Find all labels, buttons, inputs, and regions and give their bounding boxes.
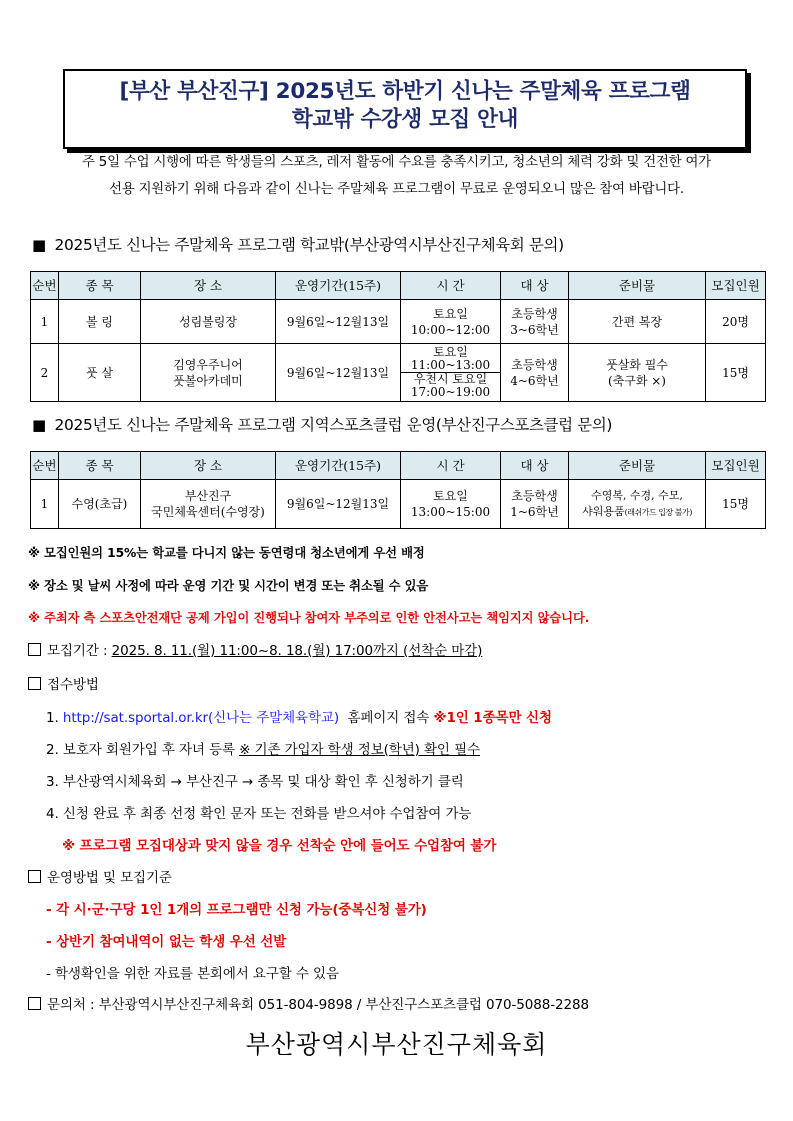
header-target: 대 상: [501, 452, 569, 480]
cell-place-line2: 국민체육센터(수영장): [151, 505, 265, 519]
apply-warning: ※ 프로그램 모집대상과 맞지 않을 경우 선착순 안에 들어도 수업참여 불가: [62, 838, 497, 854]
note-insurance: ※ 주최자 측 스포츠안전재단 공제 가입이 진행되나 참여자 부주의로 인한 안전사고는 책임지지 않습니다.: [28, 611, 590, 625]
cell-sport: 볼 링: [59, 300, 141, 344]
cell-items: [569, 344, 706, 402]
apply-step-1-text: 홈페이지 접속: [347, 710, 430, 726]
program-table-2: [30, 451, 766, 529]
apply-step-4: 4. 신청 완료 후 최종 선정 확인 문자 또는 전화를 받으셔야 수업참여 가능: [46, 806, 472, 822]
cell-time-day: 토요일: [433, 345, 468, 359]
cell-place: 성림볼링장: [141, 300, 276, 344]
cell-period: 9월6일~12월13일: [276, 344, 401, 402]
title-box: [63, 69, 747, 149]
recruit-period: [28, 639, 482, 659]
page-title-line1: [부산 부산진구] 2025년도 하반기 신나는 주말체육 프로그램: [119, 79, 691, 104]
cell-period: 9월6일~12월13일: [276, 480, 401, 529]
cell-target: [501, 480, 569, 529]
operation-label: 운영방법 및 모집기준: [47, 870, 172, 886]
intro-line2: 선용 지원하기 위해 다음과 같이 신나는 주말체육 프로그램이 무료로 운영되오니 많은 참여 바랍니다.: [109, 182, 684, 197]
cell-target: [501, 344, 569, 402]
cell-items-line2: (축구화 ×): [607, 373, 666, 388]
note-schedule-change: ※ 장소 및 날씨 사정에 따라 운영 기간 및 시간이 변경 또는 취소될 수 있음: [28, 579, 429, 593]
table2-header-row: [31, 452, 766, 480]
operation-heading: [28, 866, 172, 886]
header-no: 순번: [31, 272, 59, 300]
apply-step-1-warning: ※1인 1종목만 신청: [433, 710, 552, 726]
apply-step-2-note: ※ 기존 가입자 학생 정보(학년) 확인 필수: [239, 742, 480, 758]
homepage-link-name[interactable]: (신나는 주말체육학교): [208, 710, 339, 726]
contact-text: 문의처 : 부산광역시부산진구체육회 051-804-9898 / 부산진구스포츠클럽 070-5088-2288: [47, 997, 589, 1013]
section1-heading: [32, 233, 564, 255]
header-sport: 종 목: [59, 272, 141, 300]
apply-step-2-text: 2. 보호자 회원가입 후 자녀 등록: [46, 742, 235, 758]
cell-time-hours: 10:00~12:00: [410, 322, 491, 337]
cell-sport: 수영(초급): [59, 480, 141, 529]
cell-place: [141, 480, 276, 529]
header-no: 순번: [31, 452, 59, 480]
header-items: 준비물: [569, 452, 706, 480]
square-bullet-icon: ■: [32, 236, 46, 254]
header-capacity: 모집인원: [706, 272, 766, 300]
header-sport: 종 목: [59, 452, 141, 480]
apply-step-1: [46, 706, 552, 726]
table-row: [31, 480, 766, 529]
apply-method-heading: [28, 673, 99, 693]
cell-items-shower: 샤워용품: [582, 504, 625, 518]
checkbox-square-icon: [28, 677, 41, 690]
program-table-1: [30, 271, 766, 402]
cell-time-rain-day: 우천시 토요일: [413, 372, 488, 386]
operation-rule-2: - 상반기 참여내역이 없는 학생 우선 선발: [46, 934, 287, 950]
cell-target-grade: 4~6학년: [510, 373, 559, 388]
cell-time: [401, 344, 501, 402]
table1-header-row: [31, 272, 766, 300]
header-time: 시 간: [401, 452, 501, 480]
cell-period: 9월6일~12월13일: [276, 300, 401, 344]
cell-target-school: 초등학생: [511, 306, 558, 321]
homepage-link[interactable]: http://sat.sportal.or.kr: [62, 710, 208, 726]
footer-organization: 부산광역시부산진구체육회: [245, 1030, 548, 1059]
recruit-label: 모집기간 :: [47, 643, 112, 659]
cell-capacity: 15명: [706, 480, 766, 529]
section2-heading: [32, 413, 612, 435]
header-capacity: 모집인원: [706, 452, 766, 480]
cell-no: 1: [31, 480, 59, 529]
cell-capacity: 15명: [706, 344, 766, 402]
cell-items: 간편 복장: [569, 300, 706, 344]
square-bullet-icon: ■: [32, 416, 46, 434]
cell-time: [401, 300, 501, 344]
cell-capacity: 20명: [706, 300, 766, 344]
cell-target-grade: 1~6학년: [510, 505, 559, 519]
table-row: [31, 344, 766, 402]
cell-items-line1: 풋살화 필수: [606, 357, 668, 372]
header-place: 장 소: [141, 452, 276, 480]
cell-time-day: 토요일: [433, 489, 468, 503]
operation-rule-3: - 학생확인을 위한 자료를 본회에서 요구할 수 있음: [46, 966, 339, 982]
cell-sport: 풋 살: [59, 344, 141, 402]
cell-target-grade: 3~6학년: [510, 322, 559, 337]
checkbox-square-icon: [28, 643, 41, 656]
operation-rule-1: - 각 시·군·구당 1인 1개의 프로그램만 신청 가능(중복신청 불가): [46, 902, 427, 918]
header-items: 준비물: [569, 272, 706, 300]
cell-target: [501, 300, 569, 344]
cell-items-rashguard-note: (래쉬가드 입장 불가): [624, 507, 692, 517]
cell-target-school: 초등학생: [511, 357, 558, 372]
note-priority: ※ 모집인원의 15%는 학교를 다니지 않는 동연령대 청소년에게 우선 배정: [28, 546, 425, 560]
cell-items-line2: [569, 504, 705, 521]
cell-no: 1: [31, 300, 59, 344]
header-period: 운영기간(15주): [276, 272, 401, 300]
cell-place: [141, 344, 276, 402]
intro-line1: 주 5일 수업 시행에 따른 학생들의 스포츠, 레저 활동에 수요를 충족시키고, 청소년의 체력 강화 및 건전한 여가: [82, 155, 711, 170]
cell-time-hours: 13:00~15:00: [410, 505, 491, 519]
apply-label: 접수방법: [47, 677, 99, 693]
cell-time: [401, 480, 501, 529]
cell-place-line2: 풋볼아카데미: [173, 373, 243, 388]
contact-info: [28, 993, 589, 1013]
checkbox-square-icon: [28, 997, 41, 1010]
cell-items: [569, 480, 706, 529]
cell-target-school: 초등학생: [511, 489, 558, 503]
header-target: 대 상: [501, 272, 569, 300]
recruit-dates: 2025. 8. 11.(월) 11:00~8. 18.(월) 17:00까지 (선착순 마감): [111, 643, 483, 659]
header-place: 장 소: [141, 272, 276, 300]
checkbox-square-icon: [28, 870, 41, 883]
cell-time-hours: 11:00~13:00: [410, 358, 491, 372]
cell-no: 2: [31, 344, 59, 402]
section1-heading-text: 2025년도 신나는 주말체육 프로그램 학교밖(부산광역시부산진구체육회 문의): [54, 236, 564, 254]
apply-step-1-number: 1.: [46, 710, 59, 726]
page-title-line2: 학교밖 수강생 모집 안내: [291, 107, 519, 132]
apply-step-3: 3. 부산광역시체육회 → 부산진구 → 종목 및 대상 확인 후 신청하기 클릭: [46, 774, 464, 790]
header-time: 시 간: [401, 272, 501, 300]
cell-place-line1: 김영우주니어: [173, 357, 243, 372]
apply-step-2: [46, 738, 480, 758]
cell-time-rain-hours: 17:00~19:00: [410, 385, 491, 399]
cell-items-line1: 수영복, 수경, 수모,: [591, 488, 683, 502]
table-row: [31, 300, 766, 344]
header-period: 운영기간(15주): [276, 452, 401, 480]
cell-place-line1: 부산진구: [184, 489, 232, 503]
cell-time-day: 토요일: [433, 306, 468, 321]
section2-heading-text: 2025년도 신나는 주말체육 프로그램 지역스포츠클럽 운영(부산진구스포츠클럽 문의): [54, 416, 613, 434]
